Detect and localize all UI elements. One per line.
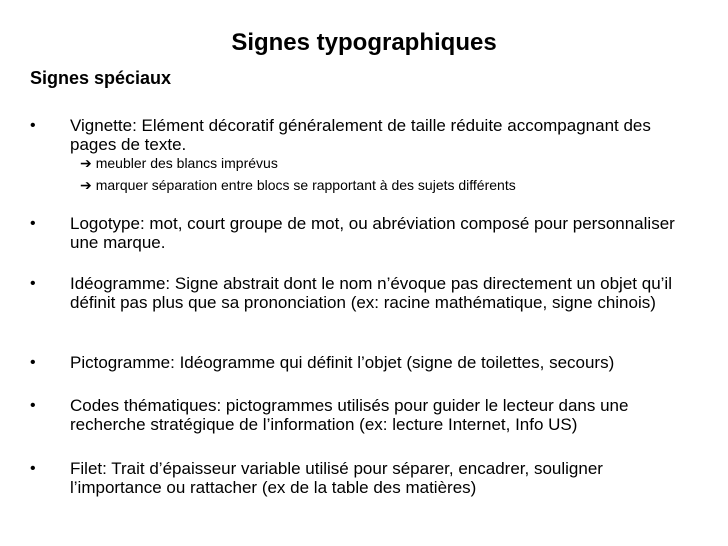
slide-subtitle: Signes spéciaux [30, 68, 172, 88]
bullet-vignette [30, 117, 690, 154]
bullet-ideogramme [30, 275, 690, 312]
bullet-dot: • [30, 354, 36, 371]
bullet-text: Logotype: mot, court groupe de mot, ou abréviation composé pour personnaliser une marque. [70, 214, 675, 252]
bullet-dot: • [30, 117, 36, 134]
bullet-filet [30, 460, 690, 497]
sub-item-text: meubler des blancs imprévus [95, 155, 278, 171]
sub-item-meubler [80, 155, 278, 171]
bullet-pictogramme [30, 354, 690, 373]
bullet-dot: • [30, 215, 36, 232]
bullet-dot: • [30, 275, 36, 292]
arrow-right-icon: ➔ [80, 177, 92, 193]
bullet-text: Codes thématiques: pictogrammes utilisés pour guider le lecteur dans une recherche stratégique de l’information (ex: lecture Internet, Info US) [70, 396, 629, 434]
bullet-dot: • [30, 460, 36, 477]
bullet-logotype [30, 215, 690, 252]
bullet-text: Filet: Trait d’épaisseur variable utilisé pour séparer, encadrer, souligner l’importance ou rattacher (ex de la table des matières) [70, 459, 603, 497]
sub-item-text: marquer séparation entre blocs se rapportant à des sujets différents [95, 177, 516, 193]
arrow-right-icon: ➔ [80, 155, 92, 171]
bullet-text: Vignette: Elément décoratif généralement de taille réduite accompagnant des pages de texte. [70, 116, 651, 154]
bullet-dot: • [30, 397, 36, 414]
sub-item-marquer [80, 177, 516, 193]
bullet-text: Pictogramme: Idéogramme qui définit l’objet (signe de toilettes, secours) [70, 353, 615, 372]
bullet-text: Idéogramme: Signe abstrait dont le nom n’évoque pas directement un objet qu’il définit pas plus que sa prononciation (ex: racine mathématique, signe chinois) [70, 274, 672, 312]
slide-title: Signes typographiques [231, 29, 497, 56]
bullet-codes-thematiques [30, 397, 690, 434]
